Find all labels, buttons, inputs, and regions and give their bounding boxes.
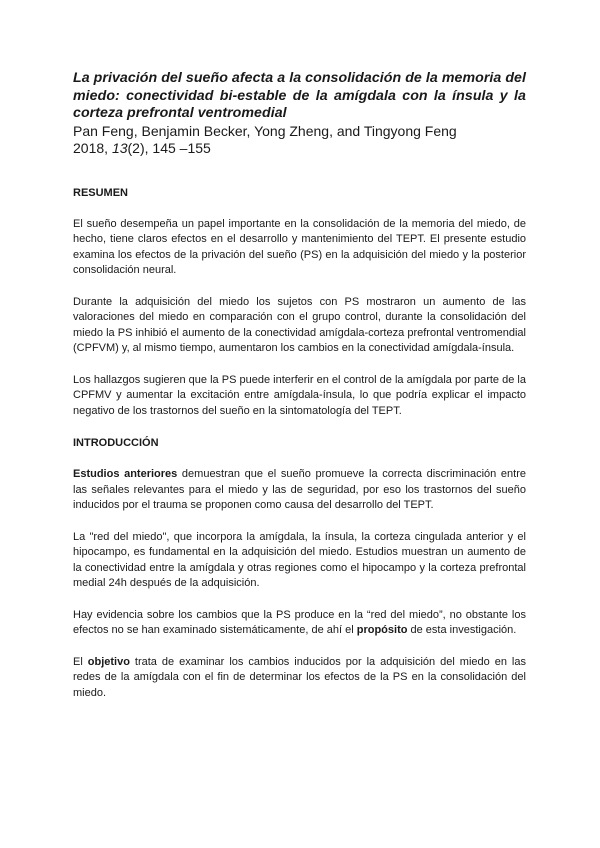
citation-issue-pages: (2), 145 –155 xyxy=(127,140,211,156)
introduccion-heading: INTRODUCCIÓN xyxy=(73,437,159,449)
introduccion-paragraph-4: El objetivo trata de examinar los cambios inducidos por la adquisición del miedo en las redes de la amígdala con el fin de determinar los efectos de la PS en la consolidación del miedo. xyxy=(73,655,526,699)
document-page xyxy=(73,70,526,701)
paper-authors: Pan Feng, Benjamin Becker, Yong Zheng, and Tingyong Feng xyxy=(73,122,457,139)
citation-volume: 13 xyxy=(111,140,128,156)
introduccion-paragraph-2: La "red del miedo", que incorpora la amígdala, la ínsula, la corteza cingulada anterior y el hipocampo, es fundamental en la adquisición del miedo. Estudios muestran un aumento de la conectividad entre la amígdala y otras regiones como el hipocampo y la corteza prefrontal medial 24h después de la adquisición. xyxy=(73,530,526,589)
estudios-anteriores-emphasis: Estudios anteriores xyxy=(73,468,178,480)
resumen-heading: RESUMEN xyxy=(73,186,129,199)
resumen-paragraph-1: El sueño desempeña un papel importante en la consolidación de la memoria del miedo, de hecho, tiene claros efectos en el desarrollo y mantenimiento del TEPT. El presente estudio examina los efectos de la privación del sueño (PS) en la adquisición del miedo y la posterior consolidación neural. xyxy=(73,217,526,276)
paper-citation xyxy=(73,140,526,158)
introduccion-paragraph-1: Estudios anteriores demuestran que el sueño promueve la correcta discriminación entre las señales relevantes para el miedo y las de seguridad, por eso los trastornos del sueño inducidos por el trauma se proponen como causa del desarrollo del TEPT. xyxy=(73,468,526,511)
resumen-paragraph-3: Los hallazgos sugieren que la PS puede interferir en el control de la amígdala por parte de la CPFMV y aumentar la excitación entre amígdala-ínsula, lo que podría explicar el impacto negativo de los trastornos del sueño en la sintomatología del TEPT. xyxy=(73,373,526,417)
resumen-paragraph-2: Durante la adquisición del miedo los sujetos con PS mostraron un aumento de las valoraciones del miedo en comparación con el grupo control, durante la consolidación del miedo la PS inhibió el aumento de la conectividad amígdala-corteza prefrontal ventromendial (CPFVM) y, al mismo tiempo, aumentaron los cambios en la conectividad amígdala-ínsula. xyxy=(73,295,526,354)
citation-year: 2018, xyxy=(73,140,112,156)
proposito-emphasis: propósito xyxy=(356,624,408,636)
objetivo-emphasis: objetivo xyxy=(87,655,130,668)
introduccion-paragraph-3: Hay evidencia sobre los cambios que la PS produce en la “red del miedo”, no obstante los efectos no se han examinado sistemáticamente, de ahí el propósito de esta investigación. xyxy=(73,608,526,636)
paper-title: La privación del sueño afecta a la consolidación de la memoria del miedo: conectividad bi-estable de la amígdala con la ínsula y la corteza prefrontal ventromedial xyxy=(73,70,526,121)
